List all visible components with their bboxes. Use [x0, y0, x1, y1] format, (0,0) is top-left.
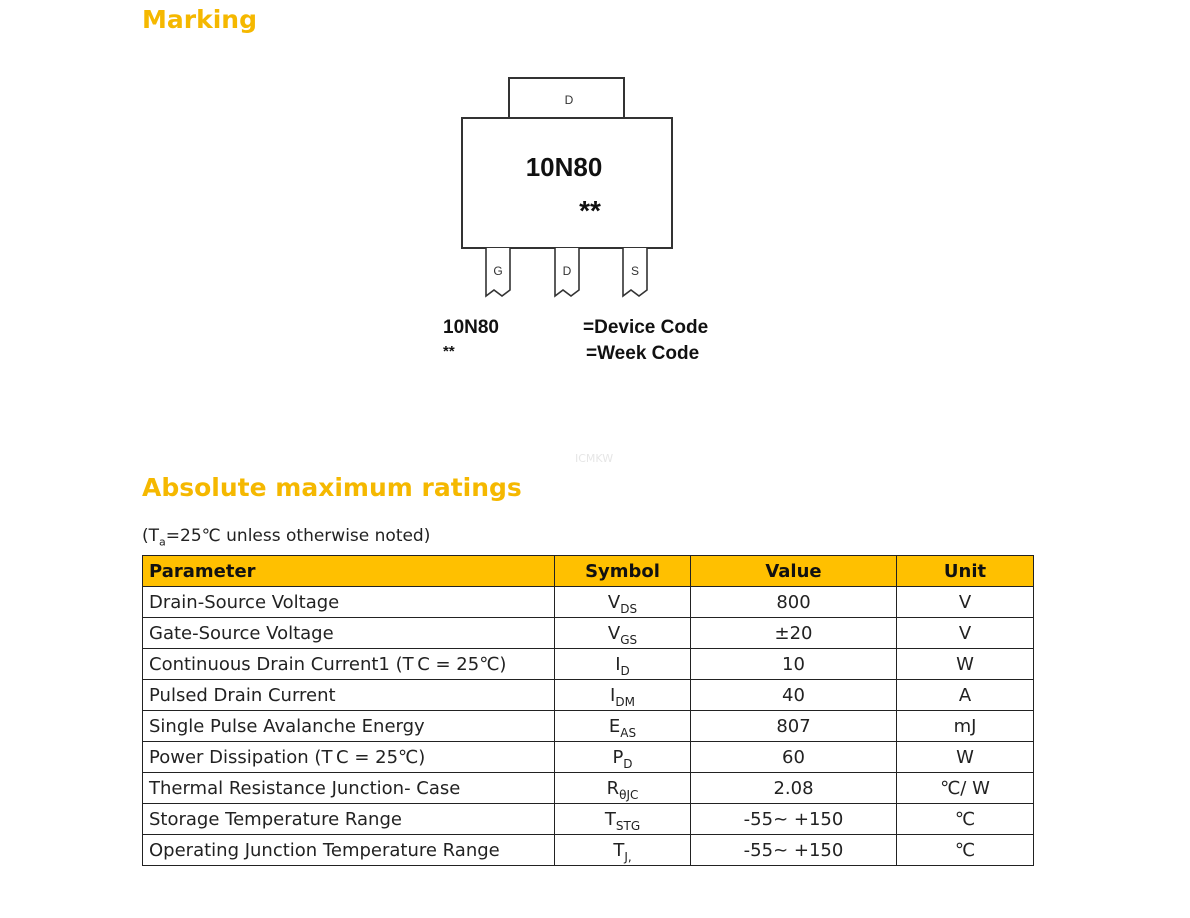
symbol-letter: T — [604, 808, 616, 830]
symbol-letter: I — [615, 653, 621, 675]
symbol-letter: P — [612, 746, 624, 768]
header-value: Value — [691, 556, 897, 587]
table-row — [143, 649, 1034, 680]
cell-parameter: Pulsed Drain Current — [143, 680, 555, 711]
symbol-letter: T — [613, 839, 625, 861]
symbol-letter: V — [607, 591, 621, 613]
cell-unit: A — [897, 680, 1034, 711]
table-row — [143, 804, 1034, 835]
pin-d-label: D — [562, 264, 572, 278]
cell-unit: V — [897, 618, 1034, 649]
legend-code-device: 10N80 — [443, 317, 499, 338]
cell-parameter: Thermal Resistance Junction- Case — [143, 773, 555, 804]
table-row — [143, 680, 1034, 711]
pin-g — [486, 248, 510, 296]
cell-symbol — [555, 587, 691, 618]
header-unit: Unit — [897, 556, 1034, 587]
cell-value: 807 — [691, 711, 897, 742]
note-suffix: =25℃ unless otherwise noted) — [165, 526, 431, 546]
cell-value: 40 — [691, 680, 897, 711]
cell-symbol — [555, 680, 691, 711]
watermark: ICMKW — [575, 452, 614, 465]
cell-value: 10 — [691, 649, 897, 680]
table-header-row — [143, 556, 1034, 587]
cell-parameter: Continuous Drain Current1 (T C = 25℃) — [143, 649, 555, 680]
ratings-table — [142, 555, 1034, 866]
table-row — [143, 773, 1034, 804]
cell-symbol — [555, 835, 691, 866]
cell-parameter: Single Pulse Avalanche Energy — [143, 711, 555, 742]
header-parameter: Parameter — [143, 556, 555, 587]
cell-parameter: Power Dissipation (T C = 25℃) — [143, 742, 555, 773]
cell-unit: ℃ — [897, 835, 1034, 866]
symbol-letter: V — [607, 622, 621, 644]
cell-unit: ℃/ W — [897, 773, 1034, 804]
legend-meaning-week: =Week Code — [586, 343, 700, 364]
cell-unit: W — [897, 649, 1034, 680]
device-code-marking: 10N80 — [525, 152, 603, 182]
cell-unit: V — [897, 587, 1034, 618]
cell-value: 60 — [691, 742, 897, 773]
package-marking-diagram — [430, 70, 750, 310]
legend-code-week: ** — [443, 343, 455, 360]
cell-value: -55~ +150 — [691, 804, 897, 835]
legend-meaning-device: =Device Code — [583, 317, 709, 338]
cell-symbol — [555, 618, 691, 649]
cell-unit: W — [897, 742, 1034, 773]
cell-parameter: Gate-Source Voltage — [143, 618, 555, 649]
symbol-letter: R — [606, 777, 620, 799]
table-row — [143, 711, 1034, 742]
cell-value: 800 — [691, 587, 897, 618]
drain-tab-label: D — [564, 93, 574, 107]
pin-d — [555, 248, 579, 296]
cell-value: 2.08 — [691, 773, 897, 804]
note-subscript: a — [159, 535, 166, 549]
pin-s — [623, 248, 647, 296]
cell-parameter: Storage Temperature Range — [143, 804, 555, 835]
cell-symbol — [555, 742, 691, 773]
cell-symbol — [555, 649, 691, 680]
symbol-letter: I — [610, 684, 616, 706]
cell-parameter: Operating Junction Temperature Range — [143, 835, 555, 866]
header-symbol: Symbol — [555, 556, 691, 587]
table-row — [143, 618, 1034, 649]
symbol-subscript: J, — [624, 849, 632, 864]
pin-g-label: G — [493, 264, 503, 278]
symbol-subscript: DM — [615, 694, 635, 709]
table-row — [143, 587, 1034, 618]
marking-title: Marking — [142, 5, 257, 34]
cell-symbol — [555, 711, 691, 742]
symbol-subscript: AS — [620, 725, 637, 740]
symbol-subscript: D — [620, 663, 630, 678]
cell-value: -55~ +150 — [691, 835, 897, 866]
symbol-letter: E — [608, 715, 621, 737]
symbol-subscript: D — [623, 756, 633, 771]
cell-symbol — [555, 804, 691, 835]
cell-value: ±20 — [691, 618, 897, 649]
conditions-note — [142, 526, 430, 548]
cell-symbol — [555, 773, 691, 804]
week-code-marking: ** — [579, 195, 601, 226]
note-prefix: (T — [142, 526, 160, 546]
package-body — [462, 118, 672, 248]
cell-unit: ℃ — [897, 804, 1034, 835]
symbol-subscript: DS — [620, 601, 638, 616]
symbol-subscript: θJC — [619, 787, 639, 802]
symbol-subscript: GS — [620, 632, 638, 647]
symbol-subscript: STG — [615, 818, 641, 833]
pin-s-label: S — [630, 264, 640, 278]
cell-parameter: Drain-Source Voltage — [143, 587, 555, 618]
ratings-title: Absolute maximum ratings — [142, 473, 522, 502]
table-row — [143, 742, 1034, 773]
table-row — [143, 835, 1034, 866]
cell-unit: mJ — [897, 711, 1034, 742]
